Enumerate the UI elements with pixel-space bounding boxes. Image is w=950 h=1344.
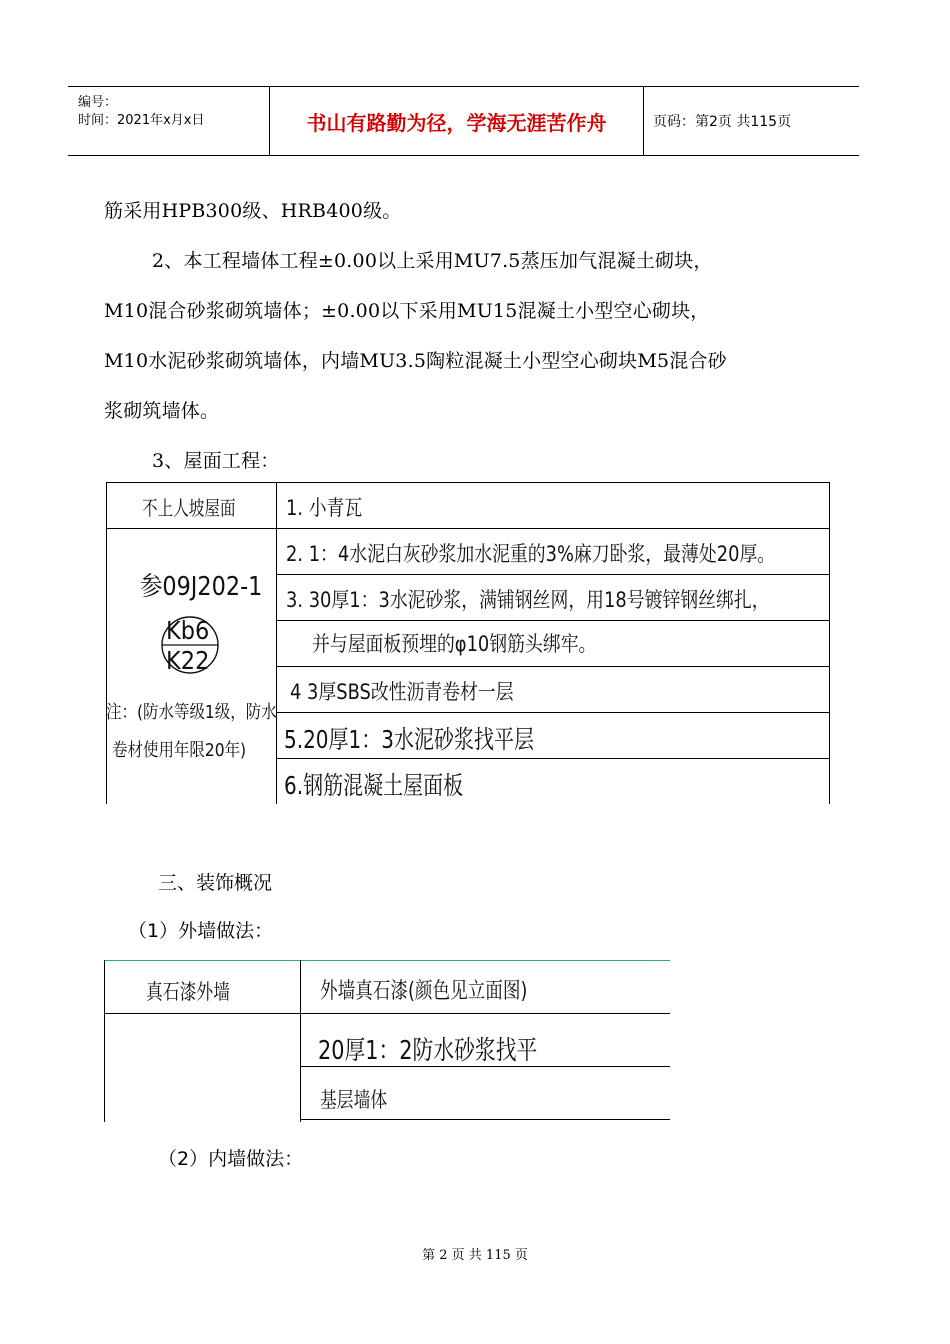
roof-layer-row: 1. 小青瓦 [286,496,363,520]
doc-code-label: 编号： [78,95,118,110]
roof-note-line: 注：(防水等级1级，防水 [106,702,277,723]
subsection-heading: （2）内墙做法： [158,1148,304,1170]
roof-type-label: 不上人坡屋面 [142,496,236,520]
exterior-wall-table [104,960,670,1122]
body-line: 筋采用HPB300级、HRB400级。 [104,200,402,222]
body-line: M10水泥砂浆砌筑墙体，内墙MU3.5陶粒混凝土小型空心砌块M5混合砂 [104,350,727,372]
header-meta-cell [68,87,270,155]
body-line: M10混合砂浆砌筑墙体；±0.00以下采用MU15混凝土小型空心砌块， [104,300,710,322]
roof-note-line: 卷材使用年限20年) [112,740,247,761]
roof-ref-code: 参09J202-1 [140,572,263,602]
header-motto: 书山有路勤为径，学海无涯苦作舟 [270,87,644,155]
wall-type-label: 真石漆外墙 [146,980,230,1004]
subsection-heading: （1）外墙做法： [128,920,274,942]
roof-layer-row: 并与屋面板预埋的φ10钢筋头绑牢。 [312,632,597,656]
roof-layer-row: 4 3厚SBS改性沥青卷材一层 [290,680,514,704]
page-header [68,86,859,156]
detail-callout-top: Kb6 [166,616,210,645]
doc-time-label: 时间：2021年x月x日 [78,113,205,128]
wall-layer-row: 20厚1：2防水砂浆找平 [318,1036,538,1066]
roof-layer-row: 3. 30厚1：3水泥砂浆，满铺钢丝网，用18号镀锌钢丝绑扎， [286,588,770,612]
detail-callout-bottom: K22 [166,646,210,675]
wall-layer-row: 外墙真石漆(颜色见立面图) [320,979,528,1004]
roof-heading: 3、屋面工程： [152,450,280,472]
wall-layer-row: 基层墙体 [320,1088,388,1112]
section-heading: 三、装饰概况 [158,872,273,894]
body-line: 2、本工程墙体工程±0.00以上采用MU7.5蒸压加气混凝土砌块， [152,250,713,272]
roof-layer-row: 5.20厚1：3水泥砂浆找平层 [284,725,534,754]
roof-layer-row: 6.钢筋混凝土屋面板 [284,771,464,800]
roof-construction-table [106,482,830,804]
roof-layer-row: 2. 1：4水泥白灰砂浆加水泥重的3%麻刀卧浆，最薄处20厚。 [286,542,776,566]
body-line: 浆砌筑墙体。 [104,400,220,422]
page-footer: 第 2 页 共 115 页 [422,1248,528,1263]
header-page-number: 页码：第2页 共115页 [653,114,792,130]
